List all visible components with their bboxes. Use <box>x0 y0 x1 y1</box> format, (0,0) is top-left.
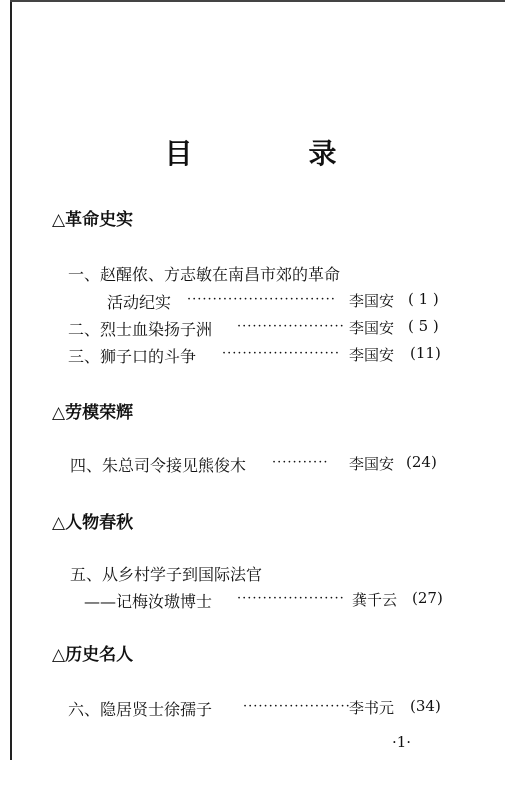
toc-entry-2-page: ( 5 ) <box>408 317 439 335</box>
toc-entry-4-title: 四、朱总司令接见熊俊木 <box>70 456 247 475</box>
toc-entry-1-leader: ····························· <box>187 292 336 307</box>
page-left-edge <box>10 0 12 760</box>
section-heading-revolution: △革命史实 <box>52 210 134 230</box>
toc-entry-4-page: (24) <box>406 453 437 471</box>
toc-entry-6-title: 六、隐居贤士徐孺子 <box>68 700 213 719</box>
toc-entry-3-title: 三、狮子口的斗争 <box>68 347 197 366</box>
toc-entry-4-author: 李国安 <box>349 455 395 473</box>
toc-entry-5-subtitle: ——记梅汝璈博士 <box>84 592 213 611</box>
toc-entry-3-author: 李国安 <box>349 346 395 364</box>
section-heading-model-workers: △劳模荣辉 <box>52 403 134 423</box>
toc-entry-6-leader: ····················· <box>243 699 351 714</box>
toc-entry-6-author: 李书元 <box>349 699 395 717</box>
page-title: 目 录 <box>164 137 381 170</box>
page-top-edge <box>10 0 505 2</box>
toc-entry-3-page: (11) <box>410 344 441 362</box>
toc-entry-3-leader: ······················· <box>222 346 341 361</box>
toc-entry-1-title: 一、赵醒侬、方志敏在南昌市郊的革命 <box>68 265 341 284</box>
section-heading-historical: △历史名人 <box>52 645 134 665</box>
toc-entry-5-page: (27) <box>412 589 443 607</box>
toc-entry-2-author: 李国安 <box>349 319 395 337</box>
toc-entry-5-author: 龚千云 <box>352 591 398 609</box>
toc-entry-2-leader: ····················· <box>237 319 345 334</box>
toc-entry-1-subtitle: 活动纪实 <box>107 293 172 312</box>
toc-entry-6-page: (34) <box>410 697 441 715</box>
toc-entry-2-title: 二、烈士血染扬子洲 <box>68 320 213 339</box>
toc-entry-1-page: ( 1 ) <box>408 290 439 308</box>
toc-entry-5-title: 五、从乡村学子到国际法官 <box>70 565 263 584</box>
toc-entry-5-leader: ····················· <box>237 591 345 606</box>
section-heading-figures: △人物春秋 <box>52 513 134 533</box>
page-number: ·1· <box>392 733 412 751</box>
toc-entry-1-author: 李国安 <box>349 292 395 310</box>
toc-entry-4-leader: ··········· <box>272 455 329 470</box>
